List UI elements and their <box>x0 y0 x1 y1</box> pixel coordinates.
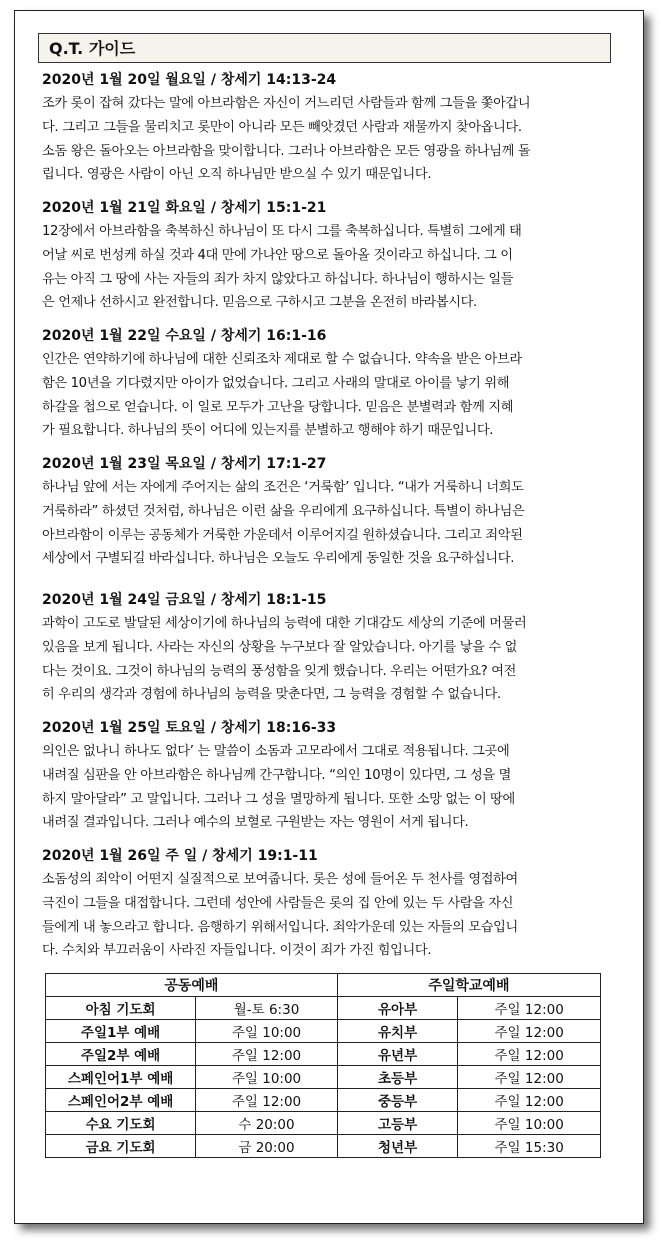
entry-text-line: 하갈을 첩으로 얻습니다. 이 일로 모두가 고난을 당합니다. 믿음은 분별력과 함께 지혜 <box>42 399 514 415</box>
schedule-right-name: 초등부 <box>337 1066 458 1089</box>
schedule-row <box>46 1020 601 1043</box>
schedule-right-time: 주일 12:00 <box>458 1020 601 1043</box>
schedule-right-time: 주일 10:00 <box>458 1112 601 1135</box>
schedule-row <box>46 997 601 1020</box>
qt-entry <box>42 718 617 835</box>
qt-entry <box>42 846 617 963</box>
entry-text-line: 내려질 심판을 안 아브라함은 하나님께 간구합니다. “의인 10명이 있다면, 그 성을 멸 <box>42 767 511 783</box>
schedule-left-name: 주일1부 예배 <box>46 1020 196 1043</box>
sunday-school-header: 주일학교예배 <box>337 974 600 997</box>
qt-guide-header: Q.T. 가이드 <box>38 33 611 63</box>
entry-text-line: 하나님 앞에 서는 자에게 주어지는 삶의 조건은 ‘거룩함’ 입니다. “내가 거룩하니 너희도 <box>42 480 524 495</box>
schedule-left-name: 금요 기도회 <box>46 1135 196 1158</box>
entry-text-line: 의인은 없나니 하나도 없다’ 는 말씀이 소돔과 고모라에서 그대로 적용됩니다. 그곳에 <box>42 744 510 759</box>
entry-title: 2020년 1월 25일 토요일 / 창세기 18:16-33 <box>42 720 337 736</box>
entry-text-line: 내려질 결과입니다. 그러나 예수의 보혈로 구원받는 자는 영원이 서게 됩니다. <box>42 815 469 831</box>
schedule-right-name: 청년부 <box>337 1135 458 1158</box>
entry-title: 2020년 1월 26일 주 일 / 창세기 19:1-11 <box>42 848 318 864</box>
entry-text-line: 조카 롯이 잡혀 갔다는 말에 아브라함은 자신이 거느리던 사람들과 함께 그들을 쫓아갑니 <box>42 96 531 111</box>
entry-text-line: 있음을 보게 됩니다. 사라는 자신의 상황을 누구보다 잘 알았습니다. 아기를 낳을 수 없 <box>42 639 518 655</box>
entry-text-line: 인간은 연약하기에 하나님에 대한 신뢰조차 제대로 할 수 없습니다. 약속을 받은 아브라 <box>42 352 522 367</box>
schedule-left-name: 주일2부 예배 <box>46 1043 196 1066</box>
schedule-row <box>46 1112 601 1135</box>
qt-entry <box>42 198 617 315</box>
entry-title: 2020년 1월 20일 월요일 / 창세기 14:13-24 <box>42 72 337 88</box>
schedule-row <box>46 1135 601 1158</box>
schedule-left-time: 주일 10:00 <box>196 1020 338 1043</box>
entry-text-line: 거룩하라” 하셨던 것처럼, 하나님은 이런 삶을 우리에게 요구하십니다. 특별이 하나님은 <box>42 503 525 519</box>
schedule-row <box>46 1089 601 1112</box>
schedule-left-time: 수 20:00 <box>196 1112 338 1135</box>
schedule-right-time: 주일 12:00 <box>458 1066 601 1089</box>
entry-text-line: 은 언제나 선하시고 완전합니다. 믿음으로 구하시고 그분을 온전히 바라봅시다. <box>42 295 477 311</box>
schedule-right-name: 유아부 <box>337 997 458 1020</box>
entry-title: 2020년 1월 24일 금요일 / 창세기 18:1-15 <box>42 592 327 608</box>
schedule-left-time: 월-토 6:30 <box>196 997 338 1020</box>
entry-text-line: 하지 말아달라” 고 말입니다. 그러나 그 성을 멸망하게 됩니다. 또한 소망 없는 이 땅에 <box>42 791 515 807</box>
entry-text-line: 과학이 고도로 발달된 세상이기에 하나님의 능력에 대한 기대감도 세상의 기준에 머물러 <box>42 616 527 631</box>
entry-text-line: 들에게 내 놓으라고 합니다. 음행하기 위해서입니다. 죄악가운데 있는 자들의 모습입니 <box>42 919 518 935</box>
qt-entry <box>42 454 617 571</box>
schedule-left-name: 스페인어2부 예배 <box>46 1089 196 1112</box>
entry-text-line: 세상에서 구별되길 바라십니다. 하나님은 오늘도 우리에게 동일한 것을 요구하십니다. <box>42 551 515 567</box>
schedule-row <box>46 1066 601 1089</box>
schedule-left-name: 아침 기도회 <box>46 997 196 1020</box>
schedule-right-name: 유년부 <box>337 1043 458 1066</box>
entry-text-line: 히 우리의 생각과 경험에 하나님의 능력을 맞춘다면, 그 능력을 경험할 수 없습니다. <box>42 687 501 703</box>
entry-text-line: 유는 아직 그 땅에 사는 자들의 죄가 차지 않았다고 하십니다. 하나님이 행하시는 일들 <box>42 271 514 287</box>
worship-schedule-table <box>45 973 601 1158</box>
entry-text-line: 소돔성의 죄악이 어떤지 실질적으로 보여줍니다. 롯은 성에 들어온 두 천사를 영접하여 <box>42 872 518 887</box>
schedule-left-name: 수요 기도회 <box>46 1112 196 1135</box>
schedule-right-time: 주일 15:30 <box>458 1135 601 1158</box>
schedule-left-time: 주일 12:00 <box>196 1089 338 1112</box>
qt-entry <box>42 70 617 187</box>
schedule-right-time: 주일 12:00 <box>458 997 601 1020</box>
qt-entry <box>42 590 617 707</box>
schedule-row <box>46 1043 601 1066</box>
entry-text-line: 함은 10년을 기다렸지만 아이가 없었습니다. 그리고 사래의 말대로 아이를 낳기 위해 <box>42 375 510 391</box>
entry-title: 2020년 1월 22일 수요일 / 창세기 16:1-16 <box>42 328 327 344</box>
schedule-right-name: 고등부 <box>337 1112 458 1135</box>
entry-text-line: 다. 그리고 그들을 물리치고 롯만이 아니라 모든 빼앗겼던 사람과 재물까지 찾아옵니다. <box>42 119 522 135</box>
entry-text-line: 극진이 그들을 대접합니다. 그런데 성안에 사람들은 롯의 집 안에 있는 두 사람을 자신 <box>42 895 514 911</box>
entry-text-line: 다. 수치와 부끄러움이 사라진 자들입니다. 이것이 죄가 가진 힘입니다. <box>42 943 432 959</box>
entry-title: 2020년 1월 21일 화요일 / 창세기 15:1-21 <box>42 200 327 216</box>
entry-text-line: 립니다. 영광은 사람이 아닌 오직 하나님만 받으실 수 있기 때문입니다. <box>42 167 432 183</box>
entry-title: 2020년 1월 23일 목요일 / 창세기 17:1-27 <box>42 456 327 472</box>
schedule-left-time: 주일 10:00 <box>196 1066 338 1089</box>
schedule-left-time: 주일 12:00 <box>196 1043 338 1066</box>
schedule-right-name: 중등부 <box>337 1089 458 1112</box>
common-worship-header: 공동예배 <box>46 974 338 997</box>
schedule-left-name: 스페인어1부 예배 <box>46 1066 196 1089</box>
entry-text-line: 다는 것이요. 그것이 하나님의 능력의 풍성함을 잊게 했습니다. 우리는 어떤가요? 여전 <box>42 663 516 679</box>
schedule-right-time: 주일 12:00 <box>458 1043 601 1066</box>
entry-text-line: 어날 씨로 번성케 하실 것과 4대 만에 가나안 땅으로 돌아올 것이라고 하십니다. 그 이 <box>42 247 513 263</box>
entry-text-line: 가 필요합니다. 하나님의 뜻이 어디에 있는지를 분별하고 행해야 하기 때문입니다. <box>42 423 494 439</box>
entry-text-line: 12장에서 아브라함을 축복하신 하나님이 또 다시 그를 축복하십니다. 특별히 그에게 태 <box>42 224 522 239</box>
entry-text-line: 소돔 왕은 돌아오는 아브라함을 맞이합니다. 그러나 아브라함은 모든 영광을 하나님께 돌 <box>42 143 531 159</box>
qt-entry <box>42 326 617 443</box>
entry-text-line: 아브라함이 이루는 공동체가 거룩한 가운데서 이루어지길 원하셨습니다. 그리고 죄악된 <box>42 527 523 543</box>
schedule-right-name: 유치부 <box>337 1020 458 1043</box>
schedule-right-time: 주일 12:00 <box>458 1089 601 1112</box>
schedule-header-row <box>46 974 601 997</box>
schedule-left-time: 금 20:00 <box>196 1135 338 1158</box>
